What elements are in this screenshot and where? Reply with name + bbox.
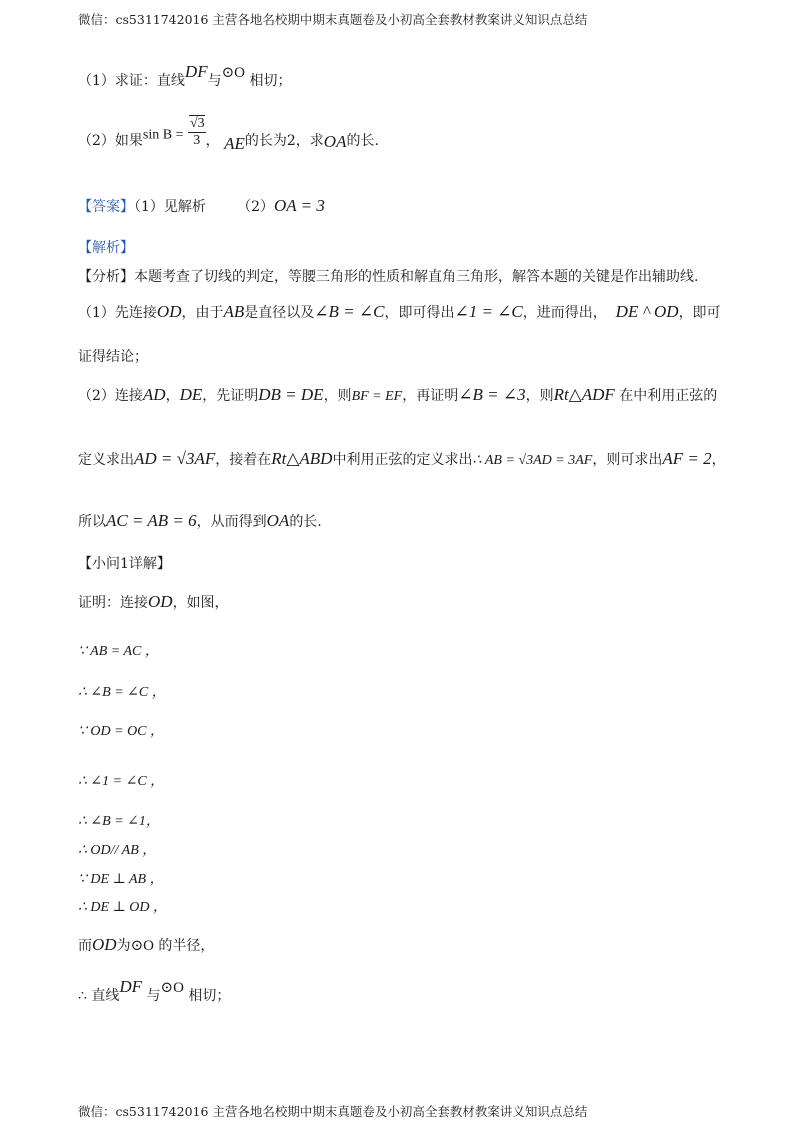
s4-c: ，从而得到 bbox=[196, 514, 267, 530]
s4-acab: AC = AB = 6 bbox=[106, 511, 197, 530]
question-part-1 bbox=[78, 62, 292, 90]
s3-a: 定义求出 bbox=[78, 452, 134, 468]
q1-with: 与 bbox=[207, 73, 222, 89]
solution-step-4 bbox=[78, 511, 322, 531]
jiexi-label: 【解析】 bbox=[78, 240, 134, 256]
proof-step: ∴ OD// AB ， bbox=[78, 843, 157, 858]
answer-2-label: （2） bbox=[237, 199, 274, 215]
math-ae: AE bbox=[224, 133, 245, 153]
proof-od: OD bbox=[148, 592, 173, 611]
numerator: √3 bbox=[189, 116, 205, 131]
s2-bfef: BF = EF bbox=[351, 389, 403, 404]
q2-len: 的长为2，求 bbox=[244, 132, 324, 149]
proof-step: ∵ OD = OC ， bbox=[78, 724, 165, 739]
proof-intro-c: ，如图， bbox=[172, 595, 229, 611]
s1-perp: DE ^ OD bbox=[615, 302, 679, 321]
math-sinb: sin B = bbox=[142, 127, 184, 143]
s3-i: ， bbox=[711, 452, 726, 468]
s4-oa: OA bbox=[266, 511, 290, 530]
s3-c: ，接着在 bbox=[215, 452, 272, 468]
detail-title: 【小问1详解】 bbox=[78, 556, 171, 572]
s1-angle1: ∠1 = ∠C bbox=[454, 302, 523, 321]
radius-line bbox=[78, 935, 214, 955]
s2-m: 在中利用正弦的 bbox=[619, 388, 718, 404]
concl-line: 直线 bbox=[91, 988, 120, 1004]
s1-k: ，即可 bbox=[678, 305, 721, 321]
proof-step: ∴ DE ⊥ OD ， bbox=[78, 900, 167, 915]
q1-text: （1）求证：直线 bbox=[78, 73, 185, 89]
s1-g: ，即可得出 bbox=[384, 305, 455, 321]
math-df: DF bbox=[184, 62, 208, 81]
s2-a: （2）连接 bbox=[78, 388, 143, 404]
s1-e: 是直径以及 bbox=[244, 305, 315, 321]
s2-angle3: ∠B = ∠3 bbox=[458, 385, 526, 404]
solution-step-3 bbox=[78, 449, 726, 469]
s2-g: ，则 bbox=[323, 388, 352, 404]
math-df: DF bbox=[119, 977, 143, 996]
s1-ab: AB bbox=[223, 302, 245, 321]
s3-e: 中利用正弦的定义求出 bbox=[332, 452, 473, 468]
therefore-symbol: ∴ bbox=[78, 989, 87, 1004]
page-header: 微信：cs5311742016 主营各地名校期中期末真题卷及小初高全套教材教案讲义知识点总结 bbox=[78, 12, 588, 27]
s2-e: ，先证明 bbox=[202, 388, 259, 404]
fraction-root3-over-3 bbox=[188, 116, 206, 149]
radius-c: 为 bbox=[116, 938, 131, 954]
concl-tangent: 相切； bbox=[188, 988, 231, 1004]
denominator: 3 bbox=[193, 133, 201, 149]
answer-2-value: OA = 3 bbox=[274, 196, 325, 215]
math-oa: OA bbox=[323, 131, 347, 151]
q2-end: 的长. bbox=[346, 132, 379, 149]
proof-step: ∴ ∠B = ∠1， bbox=[78, 814, 160, 829]
s3-g: ，则可求出 bbox=[592, 452, 663, 468]
s3-rtabd: Rt△ABD bbox=[271, 449, 333, 468]
answer-line bbox=[78, 196, 325, 216]
s2-rtadf: Rt△ADF bbox=[553, 385, 615, 404]
s1-i: ，进而得出， bbox=[522, 305, 607, 321]
s1-c: ，由于 bbox=[181, 305, 224, 321]
proof-intro-a: 证明：连接 bbox=[78, 595, 148, 611]
answer-1: （1）见解析 bbox=[134, 199, 206, 215]
proof-step: ∴ ∠B = ∠C ， bbox=[78, 685, 166, 700]
s2-ad: AD bbox=[142, 385, 166, 404]
question-part-2 bbox=[78, 118, 379, 151]
s2-c: ， bbox=[165, 388, 180, 404]
s3-ad: AD = √3AF bbox=[134, 449, 216, 468]
s3-ab: ∴ AB = √3AD = 3AF bbox=[472, 453, 593, 468]
radius-a: 而 bbox=[78, 938, 92, 954]
solution-step-2 bbox=[78, 385, 717, 405]
s2-k: ，则 bbox=[525, 388, 554, 404]
s1-od: OD bbox=[156, 302, 182, 321]
s4-a: 所以 bbox=[78, 514, 106, 530]
s2-de: DE bbox=[179, 385, 203, 404]
concl-with: 与 bbox=[146, 988, 161, 1004]
q2-comma: ， bbox=[205, 132, 220, 149]
s2-dbde: DB = DE bbox=[258, 385, 324, 404]
answer-label: 【答案】 bbox=[78, 199, 134, 215]
circle-o: ⊙O bbox=[160, 980, 184, 996]
radius-e: 的半径， bbox=[158, 938, 215, 954]
radius-od: OD bbox=[92, 935, 117, 954]
proof-intro bbox=[78, 592, 229, 612]
q2-text: （2）如果 bbox=[78, 132, 143, 149]
s1-a: （1）先连接 bbox=[78, 305, 157, 321]
page-footer: 微信：cs5311742016 主营各地名校期中期末真题卷及小初高全套教材教案讲义知识点总结 bbox=[78, 1104, 588, 1119]
s4-e: 的长. bbox=[289, 514, 322, 530]
conclusion-line bbox=[78, 977, 231, 1005]
solution-step-1 bbox=[78, 302, 721, 322]
q1-tangent: 相切； bbox=[249, 73, 292, 89]
circle-o: ⊙O bbox=[130, 938, 154, 954]
proof-step: ∵ AB = AC ， bbox=[78, 644, 159, 659]
analysis-text: 【分析】本题考查了切线的判定，等腰三角形的性质和解直角三角形，解答本题的关键是作出辅助线. bbox=[78, 269, 699, 285]
s2-i: ，再证明 bbox=[402, 388, 459, 404]
proof-step: ∵ DE ⊥ AB ， bbox=[78, 872, 164, 887]
solution-step-1b: 证得结论； bbox=[78, 349, 148, 365]
s3-af: AF = 2 bbox=[662, 449, 712, 468]
circle-o: ⊙O bbox=[221, 65, 245, 81]
proof-step: ∴ ∠1 = ∠C ， bbox=[78, 774, 165, 789]
s1-angles: ∠B = ∠C bbox=[314, 302, 385, 321]
